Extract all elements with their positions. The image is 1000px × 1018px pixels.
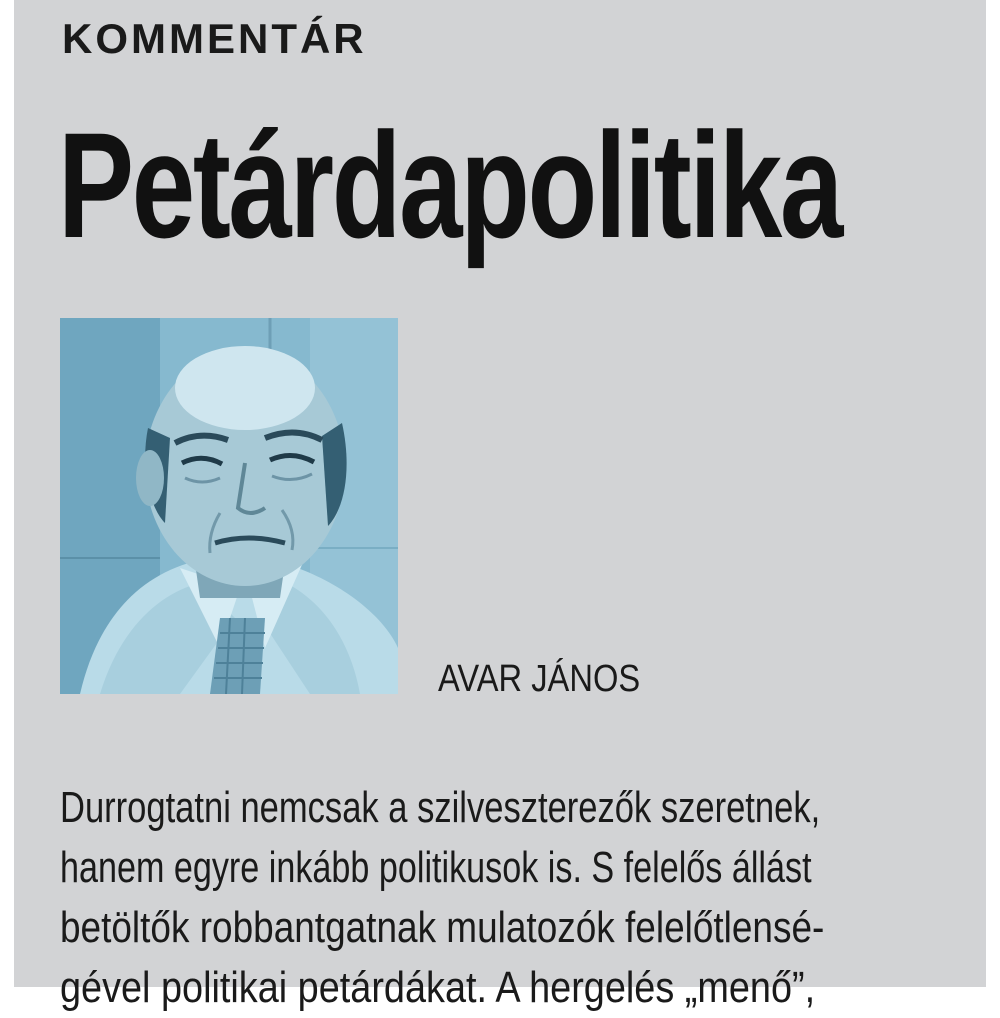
body-line: gével politikai petárdákat. A hergelés „menő”, [60, 963, 816, 1012]
body-line: betöltők robbantgatnak mulatozók felelőtlensé- [60, 903, 825, 952]
author-photo [60, 318, 398, 694]
headline: Petárdapolitika [58, 101, 842, 269]
article-body [60, 778, 940, 1018]
author-byline: AVAR JÁNOS [438, 658, 641, 700]
body-line: Durrogtatni nemcsak a szilveszterezők szeretnek, [60, 783, 821, 832]
section-kicker: KOMMENTÁR [62, 15, 367, 62]
body-line: hanem egyre inkább politikusok is. S felelős állást [60, 843, 812, 892]
